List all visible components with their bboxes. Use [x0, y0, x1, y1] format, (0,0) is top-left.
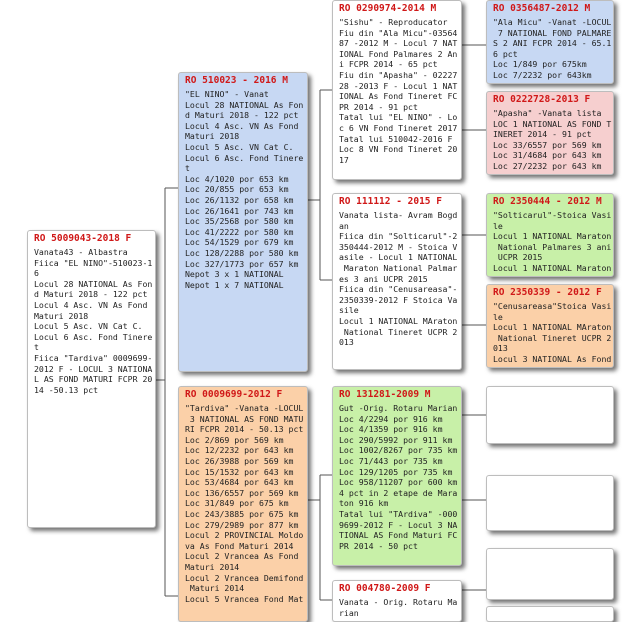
pedigree-card-gg-3[interactable]: [486, 193, 614, 277]
pedigree-card-root[interactable]: [27, 230, 156, 528]
pedigree-card-gg-6[interactable]: [486, 475, 614, 531]
ring-number-dam: RO 0009699-2012 F: [185, 389, 283, 400]
pedigree-card-dam[interactable]: [178, 386, 308, 622]
ring-number-sire: RO 510023 - 2016 M: [185, 75, 288, 86]
card-details-sire-dam: Vanata lista- Avram Bogd an Fiica din "Solticarul"-2 350444-2012 M - Stoica V asile - Locul 1 NATIONAL Maraton National Palmar es 3 ani UCPR 2015 Fiica din "Cenusareasa"- 2350339-2012 F Stoica Va sile Locul 1 NATIONAL MAraton National Tineret UCPR 2 013: [339, 210, 458, 348]
pedigree-card-gg-5[interactable]: [486, 386, 614, 444]
pedigree-card-gg-8[interactable]: [486, 606, 614, 622]
pedigree-card-sire-sire[interactable]: [332, 0, 462, 180]
pedigree-card-gg-2[interactable]: [486, 91, 614, 175]
pedigree-card-sire-dam[interactable]: [332, 193, 462, 370]
ring-number-gg-2: RO 0222728-2013 F: [493, 94, 591, 105]
card-details-dam-dam: Vanata - Orig. Rotaru Ma rian: [339, 597, 458, 618]
ring-number-gg-3: RO 2350444 - 2012 M: [493, 196, 602, 207]
card-details-gg-4: "Cenusareasa"Stoica Vasi le Locul 1 NATIONAL MAraton National Tineret UCPR 2 013 Locul 3 NATIONAL As Fond: [493, 301, 612, 364]
card-details-root: Vanata43 - Albastra Fiica "EL NINO"-510023-1 6 Locul 28 NATIONAL As Fon d Maturi 2018 - 122 pct Locul 4 Asc. VN As Fond Maturi 2018 Locul 5 Asc. VN Cat C. Locul 6 Asc. Fond Tinere t Fiica "Tardiva" 0009699- 2012 F - LOCUL 3 NATIONA L AS FOND MATURI FCPR 20 14 -50.13 pct: [34, 247, 153, 395]
pedigree-card-dam-dam[interactable]: [332, 580, 462, 622]
pedigree-card-gg-7[interactable]: [486, 548, 614, 600]
pedigree-card-dam-sire[interactable]: [332, 386, 462, 566]
card-details-gg-2: "Apasha" -Vanata lista LOC 1 NATIONAL AS FOND T INERET 2014 - 91 pct Loc 33/6557 por 569 km Loc 31/4684 por 643 km Loc 27/2232 por 643 km: [493, 108, 612, 171]
ring-number-sire-dam: RO 111112 - 2015 F: [339, 196, 442, 207]
card-details-gg-3: "Solticarul"-Stoica Vasi le Locul 1 NATIONAL Maraton National Palmares 3 ani UCPR 2015 Locul 1 NATIONAL Maraton: [493, 210, 612, 273]
card-details-gg-1: "Ala Micu" -Vanat -LOCUL 7 NATIONAL FOND PALMARE S 2 ANI FCPR 2014 - 65.1 6 pct Loc 1/849 por 675km Loc 7/2232 por 643km: [493, 17, 612, 80]
pedigree-card-sire[interactable]: [178, 72, 308, 372]
pedigree-card-gg-1[interactable]: [486, 0, 614, 84]
card-details-sire: "EL NINO" - Vanat Locul 28 NATIONAL As Fon d Maturi 2018 - 122 pct Locul 4 Asc. VN As Fond Maturi 2018 Locul 5 Asc. VN Cat C. Locul 6 Asc. Fond Tinere t Loc 4/1020 por 653 km Loc 20/855 por 653 km Loc 26/1132 por 658 km Loc 26/1641 por 743 km Loc 35/2568 por 580 km Loc 41/2222 por 580 km Loc 54/1529 por 679 km Loc 128/2288 por 580 km Loc 327/1773 por 657 km Nepot 3 x 1 NATIONAL Nepot 1 x 7 NATIONAL: [185, 89, 304, 290]
ring-number-root: RO 5009043-2018 F: [34, 233, 132, 244]
ring-number-dam-sire: RO 131281-2009 M: [339, 389, 431, 400]
card-details-dam-sire: Gut -Orig. Rotaru Marian Loc 4/2294 por 916 km Loc 4/1359 por 916 km Loc 290/5992 por 911 km Loc 1002/8267 por 735 km Loc 71/443 por 735 km Loc 129/1205 por 735 km Loc 958/11207 por 600 km 4 pct in 2 etape de Mara ton 916 km Tatal lui "TArdiva" -000 9699-2012 F - Locul 3 NA TIONAL AS Fond Maturi FC PR 2014 - 50 pct: [339, 403, 458, 551]
pedigree-card-gg-4[interactable]: [486, 284, 614, 368]
card-details-sire-sire: "Sishu" - Reproducator Fiu din "Ala Micu"-03564 87 -2012 M - Locul 7 NAT IONAL Fond Palmares 2 An i FCPR 2014 - 65 pct Fiu din "Apasha" - 02227 28 -2013 F - Locul 1 NAT IONAL As Fond Tineret FC PR 2014 - 91 pct Tatal lui "EL NINO" - Lo c 6 VN Fond Tineret 2017 Tatal lui 510042-2016 F Loc 8 VN Fond Tineret 20 17: [339, 17, 458, 165]
ring-number-gg-4: RO 2350339 - 2012 F: [493, 287, 602, 298]
ring-number-dam-dam: RO 004780-2009 F: [339, 583, 431, 594]
ring-number-sire-sire: RO 0290974-2014 M: [339, 3, 437, 14]
card-details-dam: "Tardiva" -Vanata -LOCUL 3 NATIONAL AS FOND MATU RI FCPR 2014 - 50.13 pct Loc 2/869 por 569 km Loc 12/2232 por 643 km Loc 26/3988 por 569 km Loc 15/1532 por 643 km Loc 53/4684 por 643 km Loc 136/6557 por 569 km Loc 31/849 por 675 km Loc 243/3885 por 675 km Loc 279/2989 por 877 km Locul 2 PROVINCIAL Moldo va As Fond Maturi 2014 Locul 2 Vrancea As Fond Maturi 2014 Locul 2 Vrancea Demifond Maturi 2014 Locul 5 Vrancea Fond Mat: [185, 403, 304, 604]
ring-number-gg-1: RO 0356487-2012 M: [493, 3, 591, 14]
